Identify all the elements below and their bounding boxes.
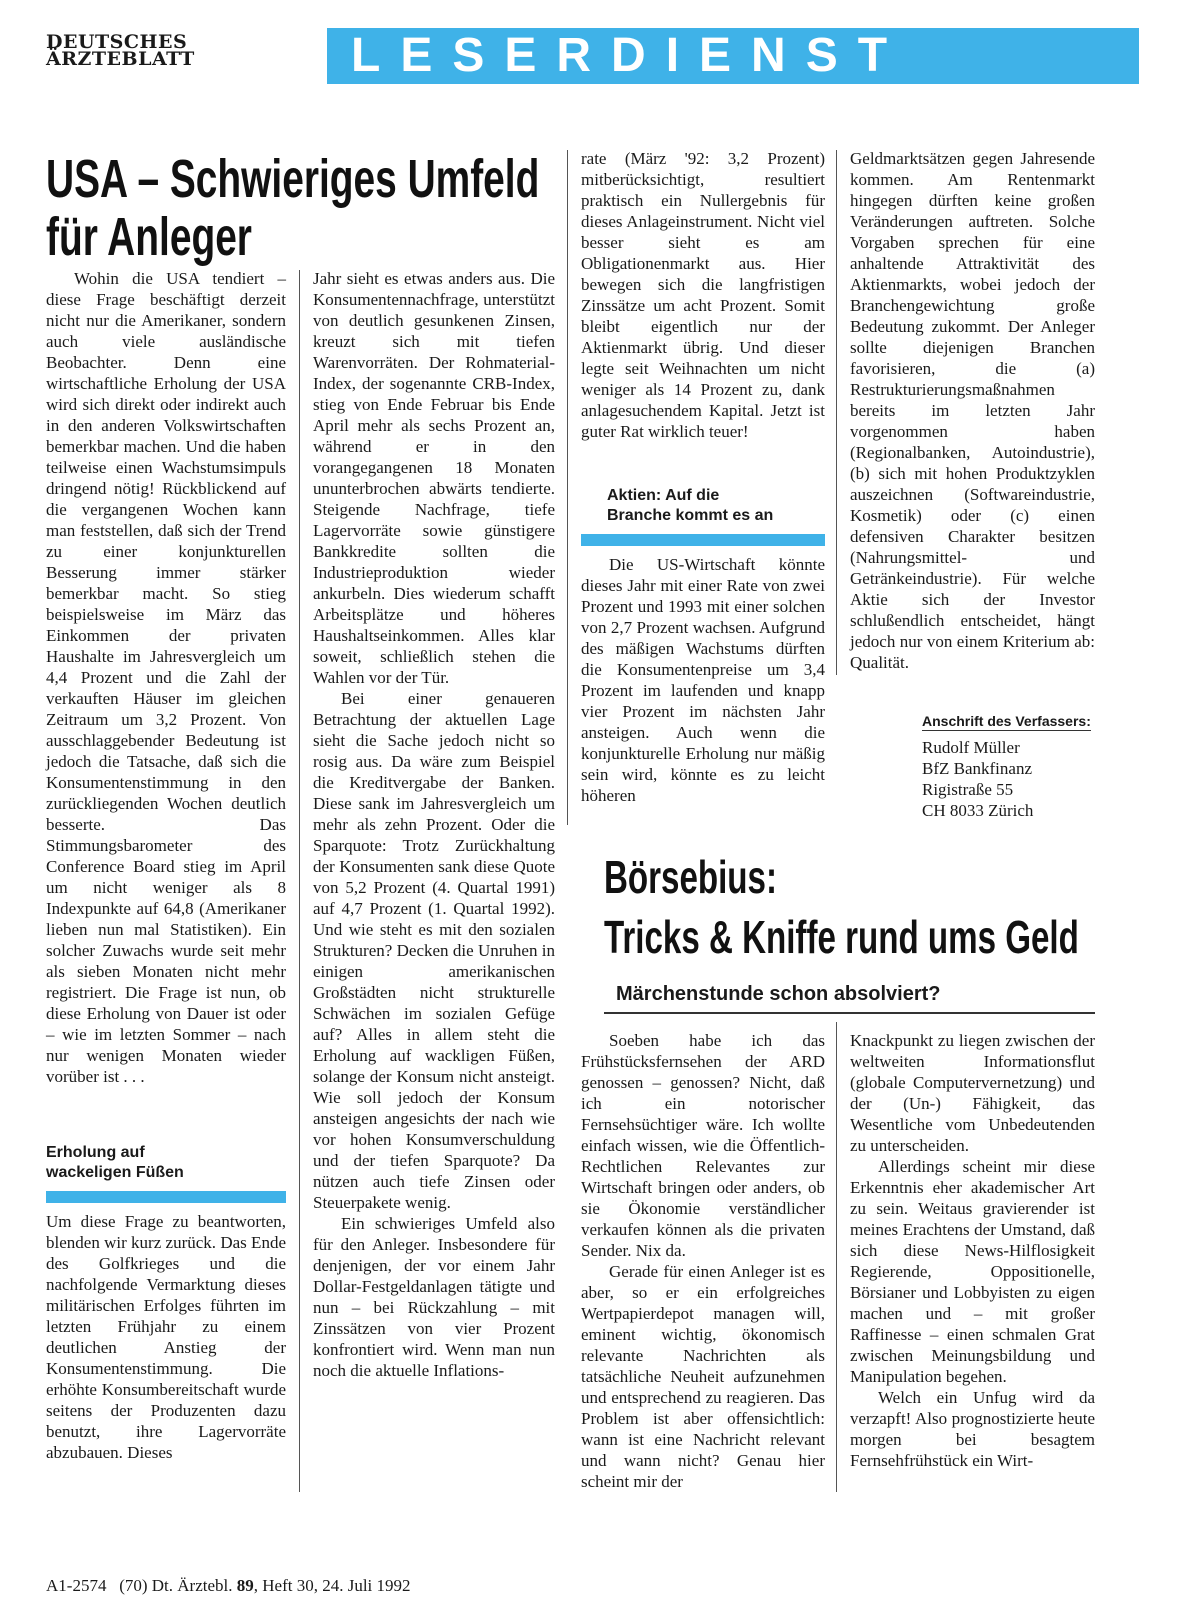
section-banner: [327, 28, 1139, 84]
article1-paragraph: Ein schwieriges Umfeld also für den Anleger. Insbesondere für denjenigen, der vor einem Jahr Dollar-Festgeldanlagen tätigte und nun – bei Rückzahlung – mit Zinssätzen von vier Prozent konfrontiert wird. Wenn man nun noch die aktuelle Inflations-: [313, 1214, 555, 1380]
article2-headline-line1: Börsebius:: [604, 851, 777, 903]
footer-page-code: A1-2574: [46, 1576, 107, 1595]
column-rule: [567, 150, 568, 825]
article2-column-1: [581, 1030, 825, 1492]
author-address: [922, 712, 1097, 821]
deck-rule: [604, 1012, 1095, 1014]
author-company: BfZ Bankfinanz: [922, 759, 1032, 778]
article1-paragraph: Bei einer genaueren Betrachtung der aktuellen Lage sieht die Sache jedoch nicht so rosig aus. Da wäre zum Beispiel die Kreditvergabe der Banken. Diese sank im Jahresvergleich um mehr als zehn Prozent. Oder die Sparquote: Trotz Zurückhaltung der Konsumenten sank diese Quote von 5,2 Prozent (4. Quartal 1991) auf 4,7 Prozent (1. Quartal 1992). Und wie steht es mit den sozialen Strukturen? Decken die Unruhen in einigen amerikanischen Großstädten nicht strukturelle Schwächen im sozialen Gefüge auf? Alles in allem steht die Erholung auf wackligen Füßen, solange der Konsum nicht ansteigt. Wie soll jedoch der Konsum ansteigen angesichts der nach wie vor hohen Konsumverschuldung und der tiefen Sparquote? Da nützen auch tiefe Zinsen oder Steuerpakete wenig.: [313, 689, 555, 1212]
subhead-line: wackeligen Füßen: [46, 1164, 184, 1181]
page-footer: [46, 1575, 411, 1597]
article1-subhead-2: [581, 486, 825, 526]
subhead-line: Branche kommt es an: [607, 507, 774, 524]
subhead-accent-bar: [581, 534, 825, 546]
article1-paragraph: Geldmarktsätzen gegen Jahresende kommen. Am Rentenmarkt hingegen dürften keine großen Veränderungen auftreten. Solche Vorgaben sprechen für eine anhaltende Attraktivität des Aktienmarkts, wobei jedoch der Branchengewichtung große Bedeutung zukommt. Der Anleger sollte diejenigen Branchen favorisieren, die (a) Restrukturierungsmaßnahmen bereits im letzten Jahr vorgenommen haben (Regionalbanken, Autoindustrie), (b) sich mit hohen Produktzyklen auszeichnen (Softwareindustrie, Kosmetik) oder (c) einen defensiven Charakter besitzen (Nahrungsmittel- und Getränkeindustrie). Für welche Aktie sich der Investor schlußendlich entscheidet, hängt jedoch nur von einem Kriterium ab: Qualität.: [850, 149, 1095, 672]
article1-headline-line2: für Anleger: [46, 207, 252, 267]
article2-paragraph: Welch ein Unfug wird da verzapft! Also prognostizierte heute morgen bei besagtem Fernsehfrühstück ein Wirt-: [850, 1388, 1095, 1470]
article1-column-1: [46, 268, 286, 1463]
article1-column-2: [313, 268, 555, 1381]
subhead-line: Erholung auf: [46, 1144, 145, 1161]
section-banner-label: LESERDIENST: [351, 29, 908, 82]
author-name: Rudolf Müller: [922, 738, 1020, 757]
article1-paragraph: Die US-Wirtschaft könnte dieses Jahr mit einer Rate von zwei Prozent und 1993 mit einer solchen von 2,7 Prozent wachsen. Aufgrund des mäßigen Wachstums dürften die Konsumentenpreise um 3,4 Prozent im laufenden und knapp vier Prozent im nächsten Jahr ansteigen. Auch wenn die konjunkturelle Erholung nur mäßig sein wird, könnte es zu leicht höheren: [581, 555, 825, 805]
footer-page-number: (70): [119, 1576, 148, 1595]
author-street: Rigistraße 55: [922, 780, 1014, 799]
article1-paragraph: Um diese Frage zu beantworten, blenden wir kurz zurück. Das Ende des Golfkrieges und die nachfolgende Vermarktung dieses militärischen Erfolges führten im letzten Frühjahr zu einem deutlichen Anstieg der Konsumentenstimmung. Die erhöhte Konsumbereitschaft wurde seitens der Produzenten dazu benutzt, ihre Lagervorräte abzubauen. Dieses: [46, 1212, 286, 1462]
column-rule: [836, 150, 837, 675]
article2-paragraph: Knackpunkt zu liegen zwischen der weltweiten Informationsflut (globale Computervernetzung) und der (Un-) Fähigkeit, das Wesentliche vom Unbedeutenden zu unterscheiden.: [850, 1031, 1095, 1155]
article1-paragraph: rate (März '92: 3,2 Prozent) mitberücksichtigt, resultiert praktisch ein Nullergebnis für dieses Anlageinstrument. Nicht viel besser sieht es am Obligationenmarkt aus. Hier bewegen sich die langfristigen Zinssätze um acht Prozent. Somit bleibt eigentlich nur der Aktienmarkt übrig. Und dieser legte seit Weihnachten um nicht weniger als 14 Prozent zu, dank anlagesuchendem Kapital. Jetzt ist guter Rat wirklich teuer!: [581, 149, 825, 441]
masthead-line1: DEUTSCHES: [46, 31, 188, 53]
article2-paragraph: Allerdings scheint mir diese Erkenntnis eher akademischer Art zu sein. Weitaus gravierender ist meines Erachtens der Umstand, daß sich diese News-Hilflosigkeit Regierende, Oppositionelle, Börsianer und Lobbyisten zu eigen machen und – mit großer Raffinesse – einen schmalen Grat zwischen Meinungsbildung und Manipulation begehen.: [850, 1157, 1095, 1386]
subhead-accent-bar: [46, 1191, 286, 1203]
article1-paragraph: Jahr sieht es etwas anders aus. Die Konsumentennachfrage, unterstützt von deutlich gesunkenen Zinsen, kreuzt sich mit tiefen Warenvorräten. Der Rohmaterial-Index, der sogenannte CRB-Index, stieg von Ende Februar bis Ende April mehr als sechs Prozent an, während er in den vorangegangenen 18 Monaten ununterbrochen abwärts tendierte. Steigende Nachfrage, tiefe Lagervorräte sowie günstigere Bankkredite sollten die Industrieproduktion wieder ankurbeln. Dies wiederum schafft Arbeitsplätze und höheres Haushaltseinkommen. Alles klar soweit, schließlich stehen die Wahlen vor der Tür.: [313, 269, 555, 687]
author-address-label: Anschrift des Verfassers:: [922, 713, 1091, 729]
footer-issue: , Heft 30, 24. Juli 1992: [253, 1576, 411, 1595]
article1-subhead-1: [46, 1143, 286, 1183]
footer-journal: Dt. Ärztebl.: [151, 1576, 233, 1595]
article2-paragraph: Gerade für einen Anleger ist es aber, so er ein erfolgreiches Wertpapierdepot managen will, eminent wichtig, ökonomisch relevante Nachrichten als tatsächliche Neuheit aufzunehmen und entsprechend zu reagieren. Das Problem ist aber offensichtlich: wann ist eine Nachricht relevant und wann nicht? Genau hier scheint mir der: [581, 1262, 825, 1491]
article1-column-4: [850, 148, 1095, 673]
masthead-line2: ÄRZTEBLATT: [46, 48, 195, 70]
article1-headline-line1: USA – Schwieriges Umfeld: [46, 149, 540, 209]
article2-paragraph: Soeben habe ich das Frühstücksfernsehen der ARD genossen – genossen? Nicht, daß ich ein notorischer Fernsehsüchtiger wäre. Ich wollte einfach wissen, wie die Öffentlich-Rechtlichen Relevantes zur Wirtschaft bringen oder anders, ob sie Ökonomie verständlicher verkaufen können als die privaten Sender. Nix da.: [581, 1031, 825, 1260]
footer-volume: 89: [236, 1576, 254, 1595]
masthead-logo: [46, 31, 195, 70]
column-rule: [299, 270, 300, 1492]
article1-headline: [46, 150, 539, 266]
column-rule: [836, 1022, 837, 1492]
article1-column-3: [581, 148, 825, 806]
article1-paragraph: Wohin die USA tendiert – diese Frage beschäftigt derzeit nicht nur die Amerikaner, sondern auch viele ausländische Beobachter. Denn eine wirtschaftliche Erholung der USA wird sich direkt oder indirekt auch in den anderen Volkswirtschaften bemerkbar machen. Und die haben teilweise einen Wachstumsimpuls dringend nötig! Rückblickend auf die vergangenen Wochen kann man feststellen, daß sich der Trend zu einer konjunkturellen Besserung immer stärker bemerkbar macht. So stieg beispielsweise im März das Einkommen der privaten Haushalte im Jahresvergleich um 4,4 Prozent und die Zahl der verkauften Häuser im gleichen Zeitraum um 3,2 Prozent. Von ausschlaggebender Bedeutung ist jedoch die Tatsache, daß sich die Konsumentenstimmung in den zurückliegenden Wochen deutlich besserte. Das Stimmungsbarometer des Conference Board stieg im April um nicht weniger als 8 Indexpunkte auf 64,8 (Amerikaner lieben nun mal Statistiken). Ein solcher Zuwachs wurde seit mehr als sieben Monaten nicht mehr registriert. Die Frage ist nun, ob diese Erholung von Dauer ist oder – wie im letzten Sommer – nach nur wenigen Monaten wieder vorüber ist . . .: [46, 269, 286, 1086]
article2-headline-line2: Tricks & Kniffe rund ums Geld: [604, 911, 1079, 963]
article2-column-2: [850, 1030, 1095, 1471]
subhead-line: Aktien: Auf die: [607, 487, 720, 504]
article2-deck: Märchenstunde schon absolviert?: [616, 983, 941, 1005]
author-city: CH 8033 Zürich: [922, 801, 1034, 820]
